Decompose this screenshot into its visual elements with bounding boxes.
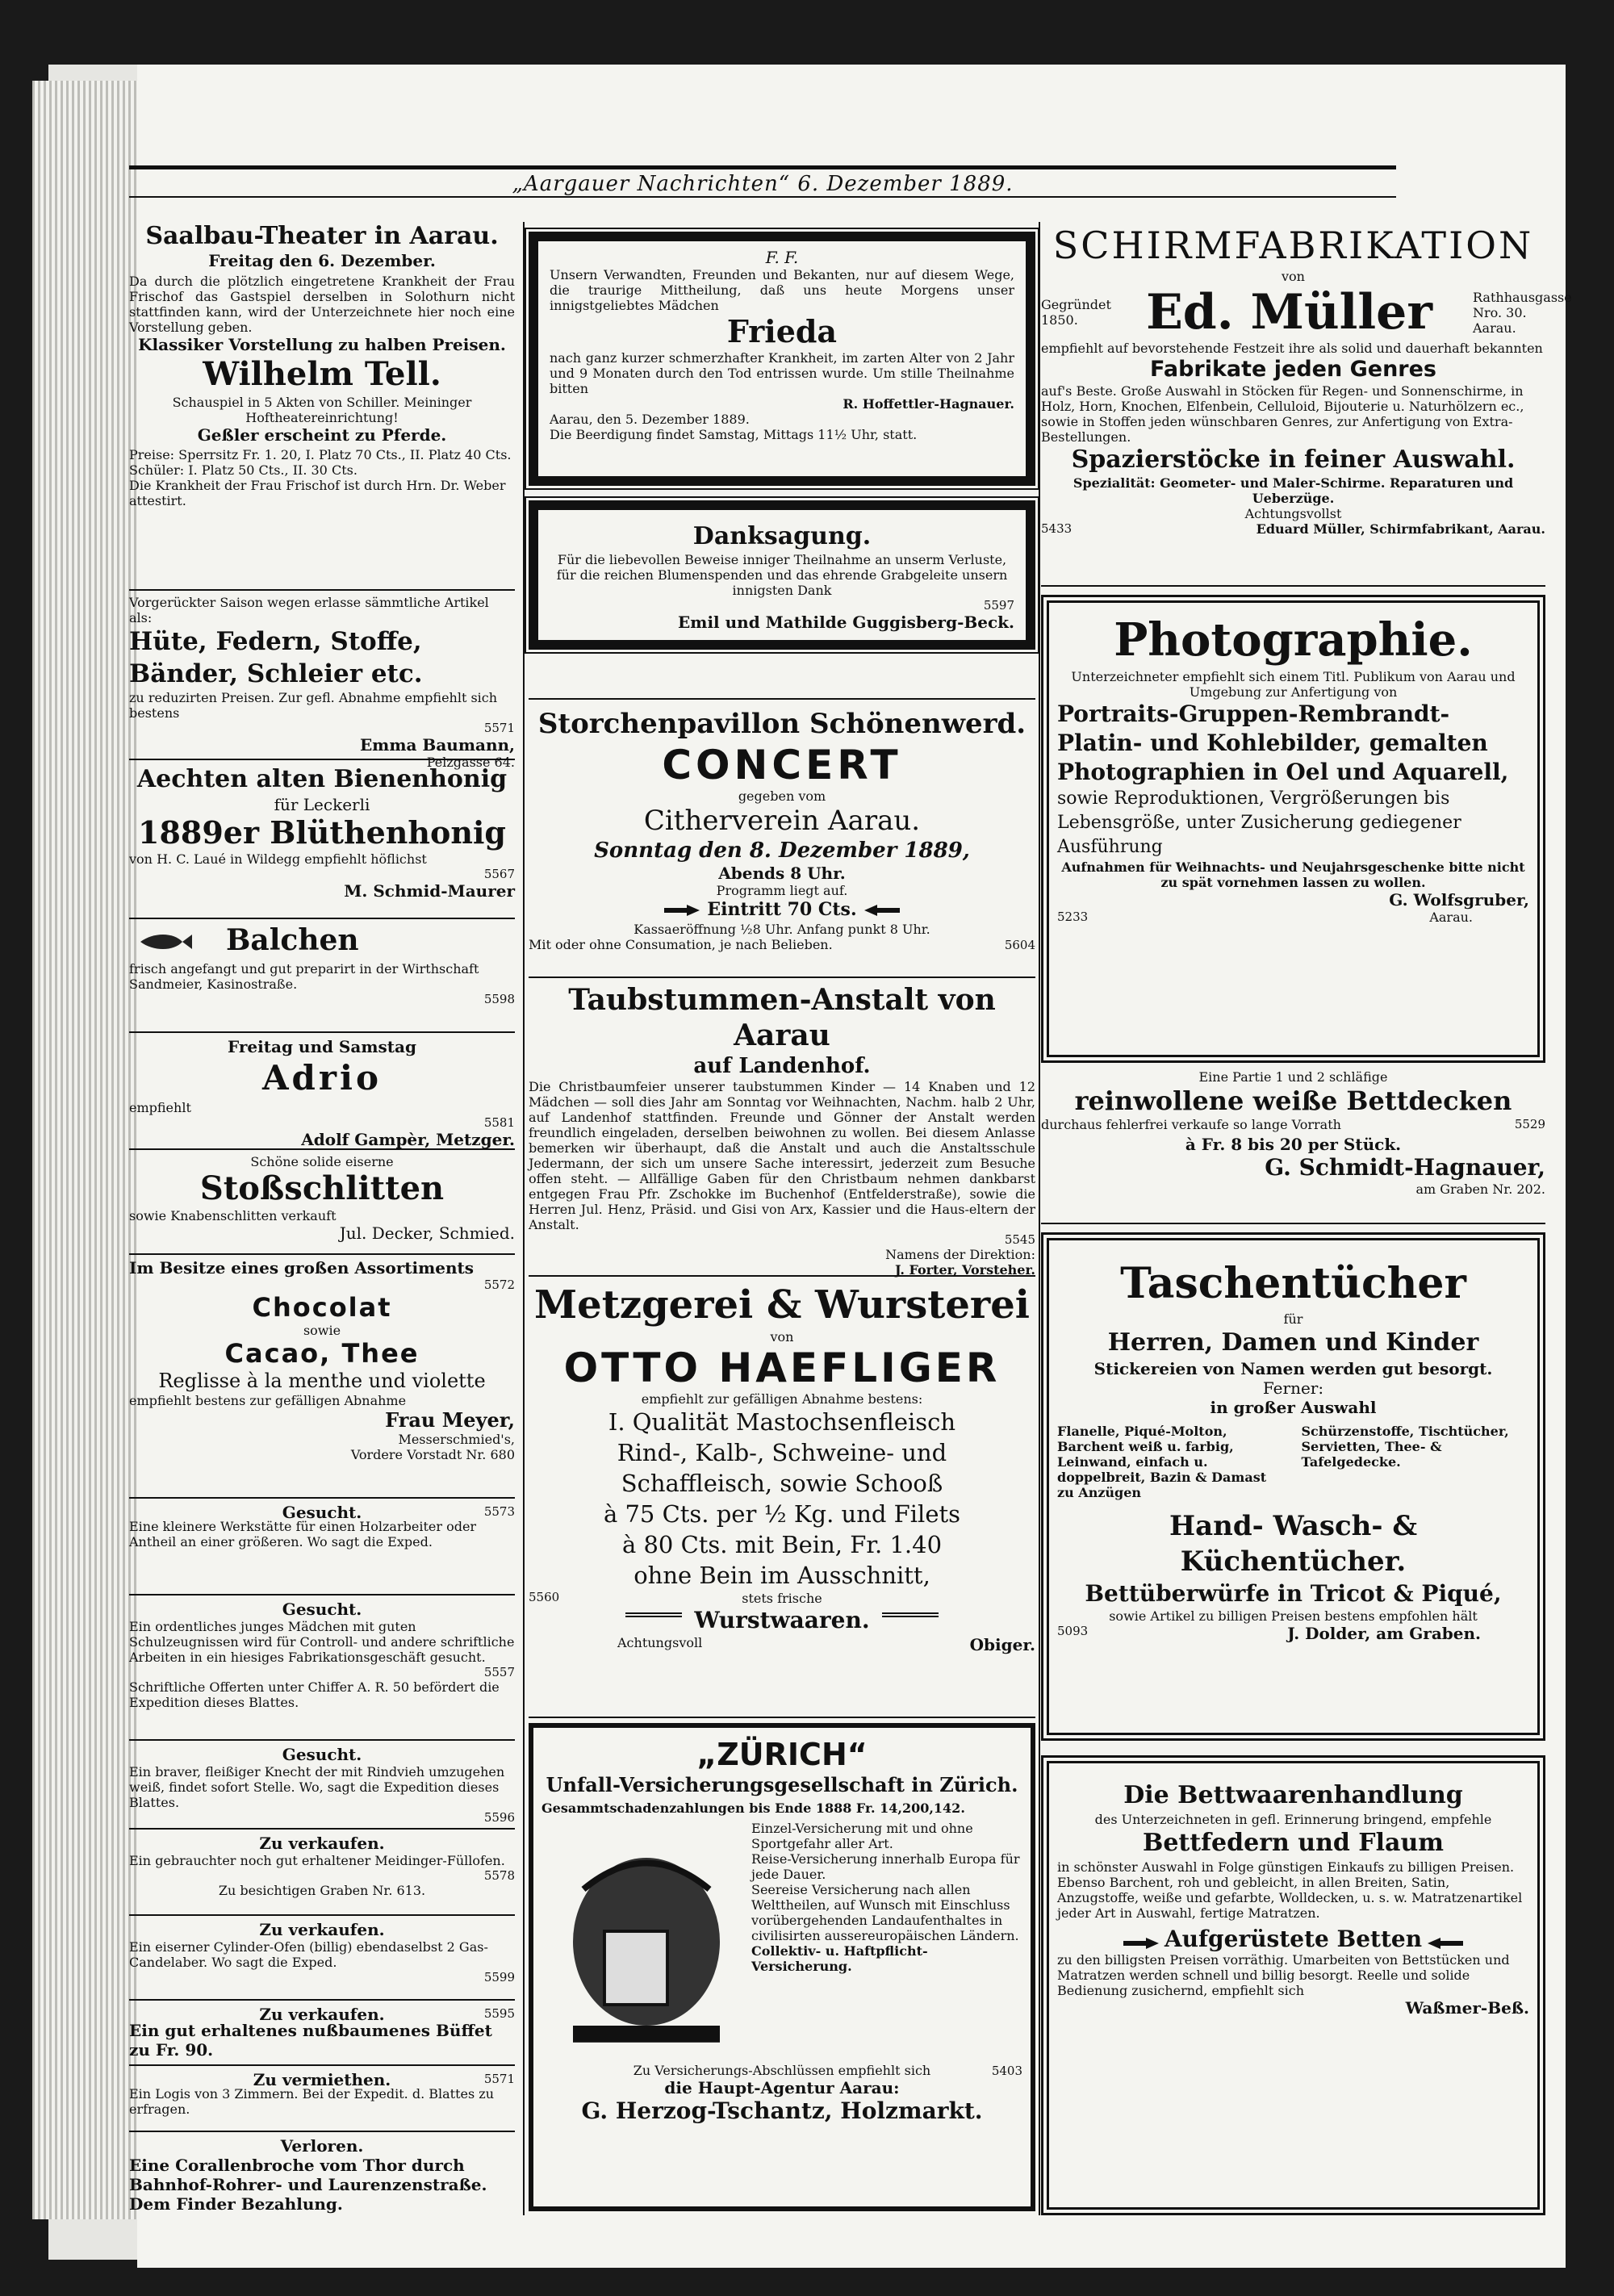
ad-text: Ein braver, fleißiger Knecht der mit Rindvieh umzugehen weiß, findet sofort Stelle. Wo, sagt die Expedition dieses Blattes. [129, 1764, 505, 1810]
ad-name: J. Dolder, am Graben. [1287, 1624, 1481, 1643]
ad-wurst: Wurstwaaren. [694, 1607, 870, 1633]
ad-ferner: Ferner: [1262, 1378, 1324, 1398]
ad-title: Zu vermiethen. [253, 2070, 391, 2089]
ad-title: Gesucht. [282, 1745, 362, 1764]
ad-name: OTTO HAEFLIGER [563, 1345, 1001, 1391]
ad-text: zu den billigsten Preisen vorräthig. Umarbeiten von Bettstücken und Matratzen werden schnell und billig besorgt. Reelle und solide Bedienung zusichernd, empfiehlt sich [1057, 1952, 1510, 1998]
masthead [129, 101, 1396, 198]
ad-agent: die Haupt-Agentur Aarau: [664, 2078, 900, 2097]
ad-schlitten [129, 1154, 515, 1259]
ad-sign: Obiger. [969, 1635, 1035, 1654]
ad-sub: Schauspiel in 5 Akten von Schiller. Meininger Hoftheatereinrichtung! [172, 395, 472, 425]
ad-line: à 80 Cts. mit Bein, Fr. 1.40 [621, 1531, 943, 1558]
divider [529, 698, 1035, 700]
ad-number: 5571 [483, 721, 515, 735]
ad-intro: Schöne solide eiserne [250, 1154, 394, 1169]
divider [129, 1999, 515, 2001]
ad-number: 5529 [1514, 1117, 1545, 1131]
ad-bettwaaren [1041, 1755, 1545, 2215]
ad-big: 1889er Blüthenhonig [138, 814, 506, 851]
ad-title: „ZÜRICH“ [696, 1737, 868, 1772]
ad-text: empfiehlt auf bevorstehende Festzeit ihre als solid und dauerhaft bekannten [1041, 341, 1543, 356]
ad-total: Gesammtschadenzahlungen bis Ende 1888 Fr. 14,200,142. [541, 1800, 965, 1816]
ad-title: Taschentücher [1120, 1259, 1466, 1308]
ad-sub: auf Landenhof. [693, 1054, 871, 1078]
ad-prog: Programm liegt auf. [716, 883, 848, 898]
ad-name: Jul. Decker, Schmied. [339, 1223, 515, 1243]
ad-title: Metzgerei & Wursterei [534, 1282, 1030, 1328]
ad-addr: Messerschmied's, [398, 1432, 515, 1447]
ad-title: Adrio [261, 1058, 383, 1098]
ad-number: 5595 [483, 2006, 515, 2021]
notice-title: Danksagung. [692, 522, 872, 550]
notice-text: nach ganz kurzer schmerzhafter Krankheit, im zarten Alter von 2 Jahr und 9 Monaten durch den Tod entrissen wurde. Um stille Theilnahme bitten [550, 350, 1014, 396]
ad-place: Aarau. [1429, 910, 1473, 925]
divider [129, 1739, 515, 1741]
ad-group: Citherverein Aarau. [643, 805, 921, 837]
ad-text: Ein gut erhaltenes nußbaumenes Büffet zu Fr. 90. [129, 2021, 492, 2060]
ad-text: Da durch die plötzlich eingetretene Krankheit der Frau Frischof das Gastspiel derselben in Solothurn nicht stattfinden kann, wird der Unterzeichnete hier noch eine Vorstellung geben. [129, 274, 515, 335]
ad-auswahl: in großer Auswahl [1210, 1398, 1377, 1417]
ad-name: Emma Baumann, [359, 735, 515, 755]
ad-von: von [770, 1329, 794, 1345]
ad-intro: Eine Partie 1 und 2 schläfige [1198, 1069, 1388, 1085]
ad-title: Zu verkaufen. [259, 2005, 385, 2024]
ad-concert [529, 706, 1035, 989]
ad-note: Die Krankheit der Frau Frischof ist durch Hrn. Dr. Weber attestirt. [129, 478, 506, 508]
ad-text: durchaus fehlerfrei verkaufe so lange Vorrath [1041, 1117, 1341, 1132]
notice-text: Für die liebevollen Beweise inniger Theilnahme an unserm Verluste, für die reichen Blumenspenden und das ehrende Grabgeleite unsern innigsten Dank [556, 552, 1008, 598]
ad-title: Photographie. [1114, 613, 1473, 667]
ad-line: Portraits-Gruppen-Rembrandt- [1057, 701, 1450, 727]
ad-addr: Vordere Vorstadt Nr. 680 [350, 1447, 515, 1462]
column-rule [523, 222, 525, 2215]
pointing-hand-right-icon [663, 903, 701, 918]
divider [129, 1828, 515, 1830]
pointing-hand-right-icon [1122, 1936, 1160, 1951]
ad-taschentuecher [1041, 1232, 1545, 1741]
ad-line: I. Qualität Mastochsenfleisch [608, 1408, 956, 1436]
ad-by: gegeben vom [738, 788, 826, 804]
ad-item: Collektiv- u. Haftpflicht-Versicherung. [751, 1943, 928, 1974]
ad-est: Gegründet 1850. [1041, 297, 1111, 328]
ad-text: sowie Artikel zu billigen Preisen bestens empfohlen hält [1109, 1608, 1478, 1624]
ad-number: 5572 [483, 1278, 515, 1292]
ad-spec: Spezialität: Geometer- und Maler-Schirme. Reparaturen und Ueberzüge. [1073, 475, 1514, 506]
ad-venue: Storchenpavillon Schönenwerd. [537, 708, 1027, 740]
divider [129, 2131, 515, 2132]
ad-items: Hüte, Federn, Stoffe, Bänder, Schleier etc. [129, 627, 423, 688]
ad-verkaufen-cylinder [129, 1920, 515, 2001]
ad-big: Spazierstöcke in feiner Auswahl. [1071, 445, 1516, 474]
notice-burial: Die Beerdigung findet Samstag, Mittags 11½ Uhr, statt. [550, 427, 918, 442]
ad-text: frisch angefangt und gut preparirt in der Wirthschaft Sandmeier, Kasinostraße. [129, 961, 479, 992]
divider [529, 1275, 1035, 1277]
ad-cacao: Cacao, Thee [224, 1338, 420, 1369]
ad-bett: Bettüberwürfe in Tricot & Piqué, [1085, 1580, 1502, 1607]
ad-chocolat: Chocolat [252, 1292, 392, 1323]
ad-metzgerei [529, 1281, 1035, 1684]
notice-number: 5597 [983, 598, 1014, 613]
ad-text: Ein Logis von 3 Zimmern. Bei der Expedit. d. Blattes zu erfragen. [129, 2086, 495, 2117]
ad-item: Reise-Versicherung innerhalb Europa für jede Dauer. [751, 1851, 1020, 1882]
notice-initials: F. F. [765, 248, 799, 267]
notice-place: Aarau, den 5. Dezember 1889. [550, 412, 750, 427]
ad-number: 5557 [483, 1665, 515, 1679]
ad-text: Schriftliche Offerten unter Chiffer A. R. 50 befördert die Expedition dieses Blattes. [129, 1679, 500, 1710]
ad-title: Gesucht. [282, 1600, 362, 1619]
divider [129, 1148, 515, 1150]
ad-line: Schaffleisch, sowie Schooß [621, 1470, 943, 1497]
rule-ornament [625, 1612, 682, 1617]
ad-price: à Fr. 8 bis 20 per Stück. [1185, 1135, 1402, 1154]
ad-text: Eine kleinere Werkstätte für einen Holzarbeiter oder Antheil an einer größeren. Wo sagt die Exped. [129, 1519, 477, 1549]
ad-text: sowie Knabenschlitten verkauft [129, 1208, 337, 1223]
ad-honig [129, 764, 515, 910]
ad-text: Ein eiserner Cylinder-Ofen (billig) ebendaselbst 2 Gas-Candelaber. Wo sagt die Exped. [129, 1939, 488, 1970]
ad-addr: am Graben Nr. 202. [1415, 1181, 1545, 1197]
ad-name: G. Herzog-Tschantz, Holzmarkt. [581, 2097, 983, 2124]
pointing-hand-left-icon [863, 903, 901, 918]
notice-name: Frieda [726, 313, 838, 349]
ad-reglisse: Reglisse à la menthe und violette [158, 1370, 486, 1392]
ad-number: 5545 [1004, 1232, 1035, 1247]
ad-sign: Eduard Müller, Schirmfabrikant, Aarau. [1256, 521, 1545, 537]
ad-betten: Aufgerüstete Betten [1164, 1926, 1423, 1952]
ad-name: Adolf Gampèr, Metzger. [301, 1130, 515, 1149]
ad-big: Bettfedern und Flaum [1142, 1829, 1444, 1857]
ad-sign: Achtungsvoll [617, 1635, 703, 1650]
ad-number: 5567 [483, 867, 515, 881]
ad-addr: Zu besichtigen Graben Nr. 613. [218, 1883, 426, 1898]
ad-number: 5598 [483, 992, 515, 1006]
notice-signer: Emil und Mathilde Guggisberg-Beck. [678, 613, 1014, 632]
ad-bettdecken [1041, 1069, 1545, 1207]
ad-verloren [129, 2136, 515, 2225]
ad-text: Ein ordentliches junges Mädchen mit guten Schulzeugnissen wird für Controll- und andere schriftliche Arbeiten in ein hiesiges Fabrikationsgeschäft gesucht. [129, 1619, 515, 1665]
ad-text: Ein gebrauchter noch gut erhaltener Meidinger-Füllofen. [129, 1853, 505, 1868]
ad-sub: Herren, Damen und Kinder [1107, 1328, 1479, 1357]
ad-verkaufen-bueffet [129, 2005, 515, 2077]
ad-schirmfabrikation [1041, 222, 1572, 585]
ad-balchen [129, 922, 515, 1035]
ad-name: G. Schmidt-Hagnauer, [1265, 1154, 1545, 1181]
lion-emblem-icon [541, 1821, 751, 2063]
ad-sowie: sowie [303, 1323, 341, 1338]
ad-fresh: stets frische [742, 1591, 822, 1606]
divider [129, 1497, 515, 1499]
ad-fuer: für [1283, 1311, 1303, 1327]
divider [129, 918, 515, 919]
ad-sign: Namens der Direktion: [885, 1247, 1035, 1262]
ad-title: CONCERT [662, 742, 902, 788]
ad-title: Zu verkaufen. [259, 1834, 385, 1853]
notice-danksagung [529, 500, 1035, 650]
ad-number: 5560 [529, 1590, 560, 1604]
ad-number: 5093 [1057, 1624, 1089, 1638]
ad-name: Waßmer-Beß. [1405, 1998, 1529, 2018]
notice-text: Unsern Verwandten, Freunden und Bekanten, nur auf diesem Wege, die traurige Mittheilung, daß uns heute Morgens unser innigstgeliebtes Mädchen [550, 267, 1014, 313]
ad-number: 5596 [483, 1810, 515, 1825]
ad-intro: Im Besitze eines großen Assortiments [129, 1258, 475, 1278]
divider [129, 1031, 515, 1033]
ad-days: Freitag und Samstag [228, 1037, 416, 1056]
page-edges [32, 81, 145, 2219]
ad-title: Taubstummen-Anstalt von Aarau [568, 983, 996, 1052]
divider [129, 1914, 515, 1916]
ad-entry: Eintritt 70 Cts. [707, 899, 857, 920]
ad-number: 5403 [991, 2064, 1022, 2078]
ad-name: M. Schmid-Maurer [344, 881, 515, 901]
ad-close: Zu Versicherungs-Abschlüssen empfiehlt sich [633, 2063, 931, 2078]
ad-number: 5433 [1041, 521, 1073, 536]
ad-play: Wilhelm Tell. [203, 355, 441, 393]
ad-line: sowie Reproduktionen, Vergrößerungen bis Lebensgröße, unter Zusicherung gediegener Ausführung [1057, 788, 1461, 857]
divider [1041, 585, 1545, 587]
ad-number: 5233 [1057, 910, 1089, 924]
ad-gesucht-knecht [129, 1745, 515, 1834]
ad-prices: Preise: Sperrsitz Fr. 1. 20, I. Platz 70 Cts., II. Platz 40 Cts. Schüler: I. Platz 50 Cts., II. 30 Cts. [129, 447, 512, 478]
ad-list-right: Schürzenstoffe, Tischtücher, Servietten, Thee- & Tafelgedecke. [1301, 1424, 1509, 1470]
ad-title: Verloren. [280, 2136, 364, 2156]
divider [129, 2064, 515, 2066]
ad-addr: Pelzgasse 64. [426, 755, 515, 770]
ad-intro: Vorgerückter Saison wegen erlasse sämmtliche Artikel als: [129, 595, 489, 625]
pointing-hand-left-icon [1426, 1936, 1465, 1951]
ad-number: 5581 [483, 1115, 515, 1130]
notice-frieda [529, 232, 1035, 486]
ad-text: in schönster Auswahl in Folge günstigen Einkaufs zu billigen Preisen. Ebenso Barchent, roh und gebleicht, in allen Breiten, Satin, Anzugstoffe, weiße und gefarbte, Wolldecken, u. s. w. Matratzenartikel jeder Art in Auswahl, fertige Matratzen. [1057, 1859, 1523, 1921]
ad-intro: des Unterzeichneten in gefl. Erinnerung bringend, empfehle [1094, 1812, 1492, 1827]
masthead-rule [129, 165, 1396, 169]
divider [129, 1594, 515, 1595]
masthead-title: „Aargauer Nachrichten“ 6. Dezember 1889. [512, 172, 1014, 196]
ad-big: Fabrikate jeden Genres [1150, 357, 1436, 382]
fish-icon [137, 932, 194, 951]
ad-gesucht-maedchen [129, 1600, 515, 1761]
ad-title: Zu verkaufen. [259, 1920, 385, 1939]
ad-text: Eine Corallenbroche vom Thor durch Bahnhof-Rohrer- und Laurenzenstraße. Dem Finder Bezahlung. [129, 2156, 487, 2214]
ad-sign: Achtungsvollst [1244, 506, 1342, 521]
ad-text: empfiehlt bestens zur gefälligen Abnahme [129, 1393, 407, 1408]
ad-intro: Unterzeichneter empfiehlt sich einem Titl. Publikum von Aarau und Umgebung zur Anfertigung von [1071, 669, 1516, 700]
ad-addr: Rathhausgasse Nro. 30. Aarau. [1473, 289, 1572, 336]
ad-title: Stoßschlitten [199, 1169, 445, 1207]
ad-line: Platin- und Kohlebilder, gemalten [1057, 730, 1488, 756]
ad-sub: für Leckerli [274, 795, 370, 814]
ad-saalbau-theater [129, 222, 515, 597]
divider [529, 1717, 1035, 1718]
ad-title: reinwollene weiße Bettdecken [1074, 1085, 1512, 1116]
column-rule [1039, 222, 1040, 2215]
ad-line: ohne Bein im Ausschnitt, [633, 1562, 930, 1589]
ad-name: Ed. Müller [1146, 284, 1432, 341]
ad-von: von [1282, 269, 1305, 284]
ad-date: Sonntag den 8. Dezember 1889, [594, 839, 970, 863]
ad-line: Rind-, Kalb-, Schweine- und [617, 1439, 947, 1466]
ad-kasse: Kassaeröffnung ½8 Uhr. Anfang punkt 8 Uhr. [633, 922, 930, 937]
ad-text: empfiehlt [129, 1100, 191, 1115]
notice-signer: R. Hoffettler-Hagnauer. [843, 396, 1014, 412]
ad-gessler: Geßler erscheint zu Pferde. [197, 425, 447, 445]
ad-number: 5578 [483, 1868, 515, 1883]
divider [529, 977, 1035, 978]
ad-line: Photographien in Oel und Aquarell, [1057, 759, 1509, 785]
ad-date: Freitag den 6. Dezember. [208, 251, 436, 270]
rule-ornament [882, 1612, 939, 1617]
ad-sign: J. Forter, Vorsteher. [895, 1262, 1035, 1278]
ad-title: Aechten alten Bienenhonig [136, 765, 508, 793]
masthead-rule-lower [129, 196, 1396, 198]
ad-sub: Unfall-Versicherungsgesellschaft in Zürich. [546, 1773, 1018, 1796]
ad-photographie [1041, 595, 1545, 1063]
ad-list-left: Flanelle, Piqué-Molton, Barchent weiß u. farbig, Leinwand, einfach u. doppelbreit, Bazin & Damast zu Anzügen [1057, 1424, 1267, 1500]
divider [129, 759, 515, 760]
divider [129, 1253, 515, 1255]
ad-title: Saalbau-Theater in Aarau. [145, 222, 499, 250]
divider [1041, 1223, 1545, 1224]
ad-from: von H. C. Laué in Wildegg empfiehlt höflichst [129, 851, 427, 867]
ad-item: Einzel-Versicherung mit und ohne Sportgefahr aller Art. [751, 1821, 973, 1851]
ad-number: 5604 [1004, 938, 1035, 952]
ad-consum: Mit oder ohne Consumation, je nach Belieben. [529, 937, 833, 952]
ad-text: auf's Beste. Große Auswahl in Stöcken für Regen- und Sonnenschirme, in Holz, Horn, Knochen, Elfenbein, Celluloid, Bijouterie u. Naturhölzern ec., sowie in Stoffen jeden wünschbaren Genres, zur Anfertigung von Extra-Bestellungen. [1041, 383, 1524, 445]
ad-zurich-versicherung [529, 1723, 1035, 2211]
ad-intro: empfiehlt zur gefälligen Abnahme bestens: [641, 1391, 923, 1407]
ad-tail: zu reduzirten Preisen. Zur gefl. Abnahme empfiehlt sich bestens [129, 690, 498, 721]
ad-title: SCHIRMFABRIKATION [1052, 224, 1534, 267]
ad-number: 5599 [483, 1970, 515, 1984]
ad-gesucht-werkstatt [129, 1503, 515, 1600]
ad-number: 5573 [483, 1504, 515, 1519]
ad-title: Balchen [226, 923, 359, 957]
ad-number: 5571 [483, 2072, 515, 2086]
ad-note: Aufnahmen für Weihnachts- und Neujahrsgeschenke bitte nicht zu spät vornehmen lassen zu wollen. [1061, 859, 1525, 890]
ad-classic: Klassiker Vorstellung zu halben Preisen. [138, 335, 506, 354]
ad-item: Seereise Versicherung nach allen Welttheilen, auf Wunsch mit Einschluss vorübergehenden Landaufenthaltes in civilisirten aussereuropäischen Ländern. [751, 1882, 1019, 1943]
ad-verkaufen-ofen [129, 1834, 515, 1914]
ad-text: Die Christbaumfeier unserer taubstummen Kinder — 14 Knaben und 12 Mädchen — soll dies Jahr am Sonntag vor Weihnachten, Nachm. halb 2 Uhr, auf Landenhof stattfinden. Freunde und Gönner der Anstalt werden freundlich eingeladen, derselben beiwohnen zu wollen. Bei diesem Anlasse bemerken wir überhaupt, daß die Anstalt und auch die Anstaltsschule Jedermann, der sich um unsere Sache interessirt, jederzeit zum Besuche offen steht. — Allfällige Gaben für den Christbaum nehmen dankbarst entgegen Frau Pfr. Zschokke im Buchenhof (Entfelderstraße), sowie die Herren Jul. Henz, Präsid. und Gisi von Arx, Kassier und die Haus-eltern der Anstalt. [529, 1079, 1035, 1232]
ad-name: Frau Meyer, [385, 1408, 515, 1432]
ad-taubstummen [529, 982, 1035, 1278]
ad-chocolat [129, 1258, 515, 1524]
ad-title: Gesucht. [282, 1503, 362, 1522]
ad-line: à 75 Cts. per ½ Kg. und Filets [603, 1500, 961, 1528]
ad-hand: Hand- Wasch- & Küchentücher. [1169, 1510, 1418, 1578]
ad-name: G. Wolfsgruber, [1389, 890, 1529, 910]
divider [129, 589, 515, 591]
ad-title: Die Bettwaarenhandlung [1123, 1781, 1463, 1809]
ad-adrio [129, 1037, 515, 1166]
ad-stick: Stickereien von Namen werden gut besorgt. [1093, 1359, 1493, 1378]
ad-time: Abends 8 Uhr. [718, 864, 846, 883]
